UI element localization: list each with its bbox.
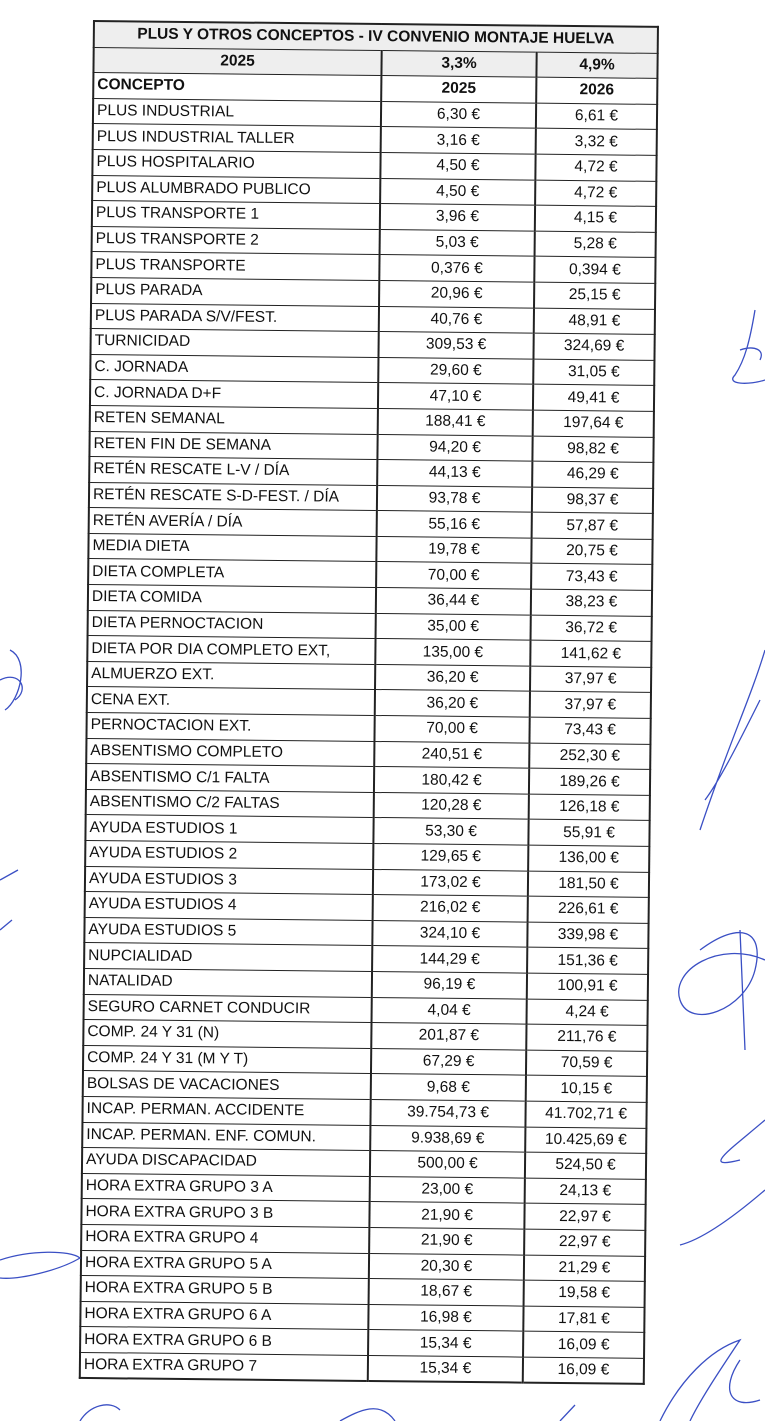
value-2026-cell: 524,50 € — [525, 1152, 646, 1179]
concept-cell: PLUS HOSPITALARIO — [92, 149, 380, 178]
concept-cell: INCAP. PERMAN. ACCIDENTE — [82, 1096, 370, 1125]
value-2025-cell: 120,28 € — [374, 792, 529, 819]
value-2026-cell: 4,24 € — [527, 999, 648, 1026]
concept-cell: DIETA POR DIA COMPLETO EXT, — [87, 636, 375, 665]
concept-cell: RETÉN RESCATE S-D-FEST. / DÍA — [89, 482, 377, 511]
table-title: PLUS Y OTROS CONCEPTOS - IV CONVENIO MONTAJE HUELVA — [94, 21, 658, 53]
value-2025-cell: 39.754,73 € — [370, 1099, 525, 1126]
signature-mark — [0, 1252, 80, 1278]
value-2025-cell: 21,90 € — [369, 1202, 524, 1229]
value-2026-cell: 36,72 € — [531, 615, 652, 642]
concept-cell: PLUS TRANSPORTE 2 — [92, 226, 380, 255]
concept-cell: AYUDA ESTUDIOS 4 — [85, 892, 373, 921]
value-2025-cell: 9.938,69 € — [370, 1125, 525, 1152]
value-2025-cell: 324,10 € — [372, 920, 527, 947]
value-2026-cell: 31,05 € — [533, 359, 654, 386]
value-2025-cell: 96,19 € — [372, 971, 527, 998]
value-2025-cell: 18,67 € — [369, 1279, 524, 1306]
value-2026-cell: 211,76 € — [526, 1024, 647, 1051]
value-2026-cell: 4,72 € — [535, 180, 656, 207]
value-2026-cell: 197,64 € — [533, 410, 654, 437]
concept-cell: SEGURO CARNET CONDUCIR — [84, 994, 372, 1023]
concept-cell: ALMUERZO EXT. — [87, 661, 375, 690]
concept-cell: AYUDA ESTUDIOS 2 — [85, 840, 373, 869]
value-2026-cell: 19,58 € — [524, 1280, 645, 1307]
value-2025-cell: 36,20 € — [375, 664, 530, 691]
value-2025-cell: 19,78 € — [376, 536, 531, 563]
concept-cell: PLUS TRANSPORTE 1 — [92, 201, 380, 230]
concept-cell: HORA EXTRA GRUPO 6 B — [80, 1327, 368, 1356]
value-2025-cell: 173,02 € — [373, 869, 528, 896]
concept-cell: AYUDA ESTUDIOS 5 — [84, 917, 372, 946]
value-2026-cell: 136,00 € — [528, 845, 649, 872]
value-2025-cell: 20,96 € — [379, 280, 534, 307]
value-2025-cell: 135,00 € — [375, 639, 530, 666]
value-2026-cell: 252,30 € — [529, 743, 650, 770]
value-2026-cell: 49,41 € — [533, 384, 654, 411]
concept-header: CONCEPTO — [93, 73, 381, 102]
value-2025-cell: 240,51 € — [374, 741, 529, 768]
value-2025-cell: 94,20 € — [377, 434, 532, 461]
concept-cell: AYUDA DISCAPACIDAD — [82, 1148, 370, 1177]
value-2025-cell: 3,96 € — [380, 204, 535, 231]
concept-cell: AYUDA ESTUDIOS 3 — [85, 866, 373, 895]
concept-cell: DIETA COMIDA — [88, 585, 376, 614]
concept-cell: HORA EXTRA GRUPO 4 — [81, 1224, 369, 1253]
value-2025-cell: 180,42 € — [374, 767, 529, 794]
value-2026-cell: 141,62 € — [530, 640, 651, 667]
value-2025-cell: 35,00 € — [376, 613, 531, 640]
value-2026-cell: 10,15 € — [526, 1075, 647, 1102]
value-2025-cell: 53,30 € — [373, 818, 528, 845]
value-2026-cell: 37,97 € — [530, 692, 651, 719]
value-2026-cell: 20,75 € — [531, 538, 652, 565]
value-2026-cell: 17,81 € — [523, 1306, 644, 1333]
concept-cell: DIETA PERNOCTACION — [88, 610, 376, 639]
value-2026-cell: 57,87 € — [532, 512, 653, 539]
value-2025-cell: 500,00 € — [370, 1151, 525, 1178]
value-2026-cell: 6,61 € — [536, 103, 657, 130]
value-2025-cell: 9,68 € — [371, 1074, 526, 1101]
signature-mark — [80, 1405, 575, 1421]
concepts-table — [79, 20, 659, 1385]
value-2026-cell: 22,97 € — [524, 1229, 645, 1256]
concept-cell: ABSENTISMO C/1 FALTA — [86, 764, 374, 793]
value-2026-cell: 3,32 € — [536, 129, 657, 156]
value-2026-cell: 46,29 € — [532, 461, 653, 488]
concept-cell: NUPCIALIDAD — [84, 943, 372, 972]
value-2026-cell: 226,61 € — [528, 896, 649, 923]
concept-cell: C. JORNADA — [90, 354, 378, 383]
value-2026-cell: 38,23 € — [531, 589, 652, 616]
value-2026-cell: 98,82 € — [532, 436, 653, 463]
signature-mark — [700, 650, 765, 830]
concept-cell: RETÉN RESCATE L-V / DÍA — [89, 457, 377, 486]
value-2025-cell: 36,20 € — [375, 690, 530, 717]
value-2026-cell: 4,72 € — [535, 154, 656, 181]
year-2025-header: 2025 — [381, 76, 536, 103]
value-2026-cell: 73,43 € — [529, 717, 650, 744]
value-2025-cell: 36,44 € — [376, 588, 531, 615]
value-2025-cell: 3,16 € — [381, 127, 536, 154]
value-2026-cell: 41.702,71 € — [525, 1101, 646, 1128]
value-2026-cell: 339,98 € — [527, 922, 648, 949]
value-2025-cell: 216,02 € — [373, 895, 528, 922]
concept-cell: CENA EXT. — [87, 687, 375, 716]
value-2026-cell: 100,91 € — [527, 973, 648, 1000]
value-2026-cell: 16,09 € — [523, 1331, 644, 1358]
concept-cell: ABSENTISMO C/2 FALTAS — [86, 789, 374, 818]
concept-cell: DIETA COMPLETA — [88, 559, 376, 588]
value-2026-cell: 189,26 € — [529, 768, 650, 795]
value-2025-cell: 70,00 € — [374, 716, 529, 743]
concept-cell: COMP. 24 Y 31 (M Y T) — [83, 1045, 371, 1074]
concept-cell: HORA EXTRA GRUPO 6 A — [80, 1301, 368, 1330]
value-2026-cell: 181,50 € — [528, 871, 649, 898]
concept-cell: RETEN SEMANAL — [90, 405, 378, 434]
value-2026-cell: 10.425,69 € — [525, 1127, 646, 1154]
concept-cell: PLUS INDUSTRIAL TALLER — [93, 124, 381, 153]
concept-cell: PLUS INDUSTRIAL — [93, 98, 381, 127]
value-2025-cell: 93,78 € — [377, 485, 532, 512]
concept-cell: C. JORNADA D+F — [90, 380, 378, 409]
concept-cell: HORA EXTRA GRUPO 5 B — [81, 1276, 369, 1305]
concept-cell: BOLSAS DE VACACIONES — [83, 1071, 371, 1100]
concept-cell: RETÉN AVERÍA / DÍA — [89, 508, 377, 537]
value-2025-cell: 21,90 € — [369, 1227, 524, 1254]
value-2026-cell: 16,09 € — [523, 1357, 644, 1384]
concept-cell: HORA EXTRA GRUPO 7 — [80, 1352, 368, 1381]
value-2026-cell: 126,18 € — [529, 794, 650, 821]
value-2025-cell: 70,00 € — [376, 562, 531, 589]
value-2025-cell: 201,87 € — [371, 1023, 526, 1050]
value-2026-cell: 0,394 € — [534, 256, 655, 283]
value-2025-cell: 16,98 € — [368, 1304, 523, 1331]
signature-mark — [680, 1120, 765, 1245]
concept-cell: RETEN FIN DE SEMANA — [89, 431, 377, 460]
signature-mark — [660, 1340, 760, 1421]
value-2026-cell: 24,13 € — [525, 1178, 646, 1205]
value-2026-cell: 37,97 € — [530, 666, 651, 693]
pct-2025: 3,3% — [381, 50, 536, 77]
concept-cell: ABSENTISMO COMPLETO — [86, 738, 374, 767]
concept-cell: MEDIA DIETA — [88, 533, 376, 562]
value-2025-cell: 40,76 € — [379, 306, 534, 333]
value-2026-cell: 4,15 € — [535, 205, 656, 232]
value-2026-cell: 324,69 € — [533, 333, 654, 360]
value-2026-cell: 98,37 € — [532, 487, 653, 514]
concept-cell: COMP. 24 Y 31 (N) — [83, 1020, 371, 1049]
concept-cell: PLUS TRANSPORTE — [91, 252, 379, 281]
value-2025-cell: 0,376 € — [379, 255, 534, 282]
value-2025-cell: 23,00 € — [370, 1176, 525, 1203]
year-2026-header: 2026 — [536, 77, 657, 104]
concept-cell: TURNICIDAD — [91, 329, 379, 358]
value-2025-cell: 4,50 € — [380, 152, 535, 179]
value-2025-cell: 4,04 € — [372, 997, 527, 1024]
signature-mark — [0, 870, 18, 930]
year-label: 2025 — [93, 47, 381, 76]
value-2025-cell: 5,03 € — [380, 229, 535, 256]
value-2025-cell: 6,30 € — [381, 101, 536, 128]
value-2025-cell: 44,13 € — [377, 460, 532, 487]
value-2025-cell: 67,29 € — [371, 1048, 526, 1075]
pct-2026: 4,9% — [536, 52, 657, 79]
value-2025-cell: 309,53 € — [378, 332, 533, 359]
value-2025-cell: 188,41 € — [378, 408, 533, 435]
table-body — [80, 98, 657, 1384]
table-row — [80, 1352, 644, 1384]
document-page — [79, 20, 657, 1385]
value-2025-cell: 15,34 € — [368, 1355, 523, 1383]
value-2026-cell: 151,36 € — [527, 947, 648, 974]
value-2026-cell: 5,28 € — [535, 231, 656, 258]
value-2025-cell: 29,60 € — [378, 357, 533, 384]
value-2026-cell: 70,59 € — [526, 1050, 647, 1077]
concept-cell: HORA EXTRA GRUPO 3 A — [82, 1173, 370, 1202]
signature-mark — [733, 310, 765, 383]
value-2025-cell: 4,50 € — [380, 178, 535, 205]
value-2025-cell: 20,30 € — [369, 1253, 524, 1280]
concept-cell: PLUS PARADA — [91, 277, 379, 306]
signature-mark — [679, 930, 765, 1050]
value-2025-cell: 144,29 € — [372, 946, 527, 973]
value-2026-cell: 25,15 € — [534, 282, 655, 309]
concept-cell: HORA EXTRA GRUPO 5 A — [81, 1250, 369, 1279]
concept-cell: HORA EXTRA GRUPO 3 B — [81, 1199, 369, 1228]
signature-mark — [0, 650, 22, 710]
value-2025-cell: 47,10 € — [378, 383, 533, 410]
value-2026-cell: 21,29 € — [524, 1255, 645, 1282]
value-2026-cell: 22,97 € — [524, 1203, 645, 1230]
value-2025-cell: 129,65 € — [373, 843, 528, 870]
concept-cell: INCAP. PERMAN. ENF. COMUN. — [82, 1122, 370, 1151]
value-2026-cell: 48,91 € — [534, 308, 655, 335]
value-2026-cell: 55,91 € — [528, 820, 649, 847]
value-2025-cell: 15,34 € — [368, 1330, 523, 1357]
concept-cell: PLUS PARADA S/V/FEST. — [91, 303, 379, 332]
value-2026-cell: 73,43 € — [531, 564, 652, 591]
concept-cell: NATALIDAD — [84, 968, 372, 997]
value-2025-cell: 55,16 € — [377, 511, 532, 538]
concept-cell: AYUDA ESTUDIOS 1 — [85, 815, 373, 844]
concept-cell: PLUS ALUMBRADO PUBLICO — [92, 175, 380, 204]
concept-cell: PERNOCTACION EXT. — [86, 713, 374, 742]
